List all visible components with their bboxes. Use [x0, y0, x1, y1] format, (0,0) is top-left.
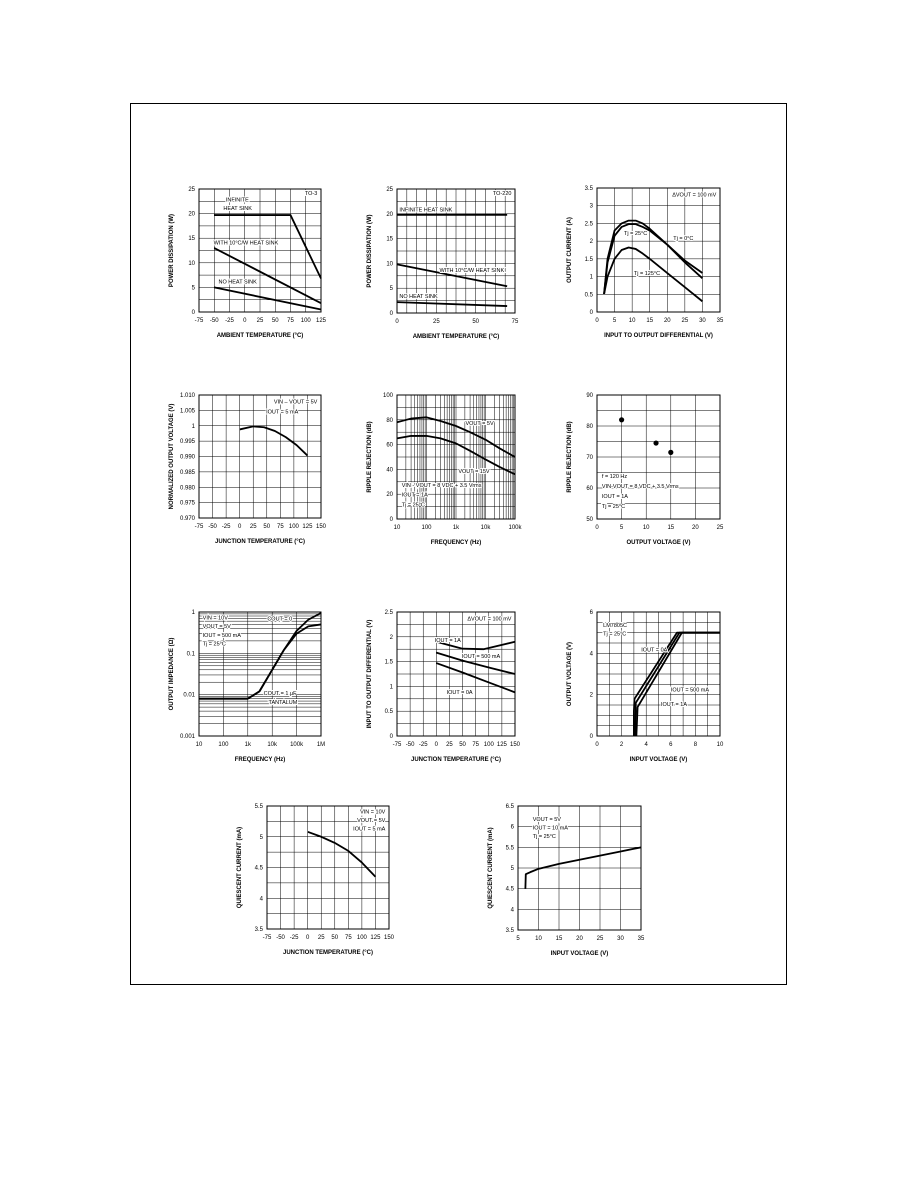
x-tick-label: 150 — [383, 935, 395, 941]
x-tick-label: 0 — [243, 318, 247, 324]
x-tick-label: -25 — [225, 318, 234, 324]
grid — [199, 395, 321, 518]
x-tick-label: 20 — [663, 318, 671, 324]
y-tick-label: 1 — [589, 274, 593, 281]
x-tick-label: 20 — [576, 936, 583, 942]
annotation: VIN = 10V — [202, 615, 228, 622]
x-tick-label: 25 — [249, 524, 257, 530]
x-tick-label: 100 — [356, 935, 367, 941]
annotation: IOUT = 500 mA — [202, 632, 241, 639]
series-line — [397, 302, 507, 306]
y-tick-label: 0.970 — [179, 516, 195, 522]
annotation: VOUT = 5V — [202, 624, 231, 631]
chart-c3 — [567, 186, 724, 339]
y-tick-label: 2 — [589, 692, 593, 699]
grid — [597, 395, 720, 519]
chart-c9 — [567, 610, 724, 763]
x-tick-label: -75 — [262, 935, 272, 941]
x-tick-label: 0 — [434, 742, 439, 748]
y-tick-label: 0.01 — [183, 692, 195, 699]
y-tick-label: 1 — [191, 610, 195, 616]
y-tick-label: 3 — [589, 203, 593, 210]
x-tick-label: 1k — [452, 525, 460, 531]
x-tick-label: 15 — [646, 318, 654, 324]
annotation: VIN = 10V — [360, 809, 386, 816]
y-tick-label: 5.5 — [505, 845, 514, 852]
y-tick-label: 0.975 — [179, 500, 195, 507]
x-tick-label: -75 — [194, 318, 204, 324]
annotation: VIN-VOUT = 8 VDC + 3.5 Vrms — [601, 484, 679, 490]
x-tick-label: 0 — [237, 524, 242, 530]
y-tick-label: 0.995 — [179, 439, 195, 446]
x-tick-label: -25 — [289, 935, 299, 941]
y-tick-label: 0.1 — [186, 651, 195, 658]
chart-c2 — [367, 187, 519, 340]
y-tick-label: 0 — [389, 311, 393, 317]
x-tick-label: 100 — [218, 742, 229, 748]
x-axis-label: FREQUENCY (Hz) — [234, 757, 286, 763]
x-tick-label: 0 — [595, 318, 599, 324]
annotation: VOUT = 15V — [458, 469, 490, 476]
y-tick-label: 5.5 — [254, 804, 263, 810]
y-tick-label: 3.5 — [254, 927, 263, 933]
annotation: Tj = 25°C — [532, 834, 556, 841]
annotation: Tj = 25°C — [624, 231, 648, 238]
x-axis-label: INPUT VOLTAGE (V) — [629, 757, 688, 763]
x-axis-label: INPUT VOLTAGE (V) — [550, 951, 609, 957]
annotation: WITH 10°C/W HEAT SINK — [439, 268, 505, 275]
annotation: NO HEAT SINK — [218, 279, 257, 286]
y-tick-label: 90 — [586, 393, 593, 399]
chart-c5 — [367, 393, 523, 546]
y-tick-label: 15 — [188, 236, 195, 243]
x-tick-label: 150 — [315, 524, 327, 530]
y-tick-label: 0 — [389, 734, 393, 740]
series-line — [214, 248, 321, 303]
y-tick-label: 0.980 — [179, 485, 195, 492]
grid — [267, 806, 389, 929]
x-tick-label: 50 — [459, 742, 466, 748]
annotation: IOUT = 500 mA — [461, 653, 501, 660]
y-tick-label: 60 — [586, 486, 593, 492]
y-tick-label: 20 — [188, 211, 195, 218]
x-tick-label: 125 — [315, 318, 327, 324]
x-tick-label: -25 — [418, 742, 428, 748]
x-tick-label: 0 — [395, 319, 399, 325]
annotation: INFINITE HEAT SINK — [399, 207, 453, 214]
y-tick-label: 100 — [382, 393, 393, 399]
x-tick-label: 15 — [555, 936, 563, 942]
y-axis-label: QUIESCENT CURRENT (mA) — [488, 827, 494, 909]
y-tick-label: 2 — [589, 239, 593, 246]
x-tick-label: 30 — [617, 936, 624, 942]
x-tick-label: 75 — [287, 318, 294, 324]
x-tick-label: 25 — [256, 318, 264, 324]
x-tick-label: 50 — [263, 524, 271, 530]
x-tick-label: 5 — [619, 525, 624, 531]
x-tick-label: -50 — [276, 935, 285, 941]
x-tick-label: 75 — [472, 742, 480, 748]
annotation: COUT = 1 μF — [263, 691, 297, 698]
y-tick-label: 20 — [386, 492, 393, 499]
x-axis-label: JUNCTION TEMPERATURE (°C) — [215, 539, 305, 545]
y-axis-label: NORMALIZED OUTPUT VOLTAGE (V) — [169, 403, 175, 510]
y-tick-label: 5 — [191, 285, 195, 292]
y-tick-label: 1 — [389, 684, 393, 691]
x-tick-label: -50 — [405, 742, 415, 748]
y-tick-label: 25 — [386, 187, 393, 193]
y-tick-label: 2.5 — [384, 610, 393, 616]
x-tick-label: -50 — [209, 318, 219, 324]
x-tick-label: 25 — [317, 935, 325, 941]
annotation: VOUT = 5V — [465, 420, 494, 427]
x-tick-label: -50 — [208, 524, 217, 530]
x-axis-label: JUNCTION TEMPERATURE (°C) — [283, 950, 373, 956]
y-tick-label: 1.5 — [584, 256, 593, 263]
grid — [397, 612, 515, 736]
x-tick-label: 10 — [716, 742, 724, 748]
annotation: VIN - VOUT = 8 VDC + 3.5 Vrms — [401, 482, 482, 489]
y-tick-label: 10 — [188, 260, 195, 267]
y-tick-label: 4 — [589, 651, 593, 658]
annotation: INFINITE — [225, 197, 249, 204]
performance-curves-figure — [131, 104, 786, 984]
x-tick-label: 10k — [267, 742, 278, 748]
series-line — [308, 832, 376, 877]
x-tick-label: 100k — [290, 742, 304, 748]
annotation: VOUT = 5V — [357, 817, 386, 824]
x-tick-label: 5 — [612, 318, 617, 324]
x-axis-label: AMBIENT TEMPERATURE (°C) — [412, 334, 500, 340]
x-tick-label: -75 — [194, 524, 204, 530]
y-tick-label: 40 — [386, 467, 393, 474]
y-tick-label: 60 — [386, 442, 393, 449]
annotation: IOUT = 0A — [446, 689, 473, 696]
y-tick-label: 0 — [389, 517, 393, 523]
x-tick-label: 100 — [300, 318, 311, 324]
x-tick-label: 100 — [421, 525, 432, 531]
y-tick-label: 2.5 — [584, 221, 593, 228]
x-tick-label: 10 — [628, 318, 636, 324]
chart-c10 — [237, 804, 395, 956]
grid — [597, 188, 720, 312]
y-tick-label: 70 — [586, 455, 593, 461]
y-tick-label: 5 — [510, 866, 514, 872]
annotation: WITH 10°C/W HEAT SINK — [213, 240, 279, 247]
annotation: LM7805C — [603, 622, 628, 629]
x-tick-label: 4 — [644, 742, 648, 748]
x-axis-label: OUTPUT VOLTAGE (V) — [626, 540, 691, 546]
data-point — [619, 417, 624, 422]
annotation: VIN – VOUT = 5V — [273, 399, 318, 406]
annotation: f = 120 Hz — [601, 474, 628, 481]
x-axis-label: INPUT TO OUTPUT DIFFERENTIAL (V) — [604, 333, 713, 339]
y-tick-label: 4 — [259, 896, 263, 903]
x-tick-label: 75 — [344, 935, 352, 941]
y-axis-label: RIPPLE REJECTION (dB) — [367, 421, 373, 493]
annotation: ΔVOUT = 100 mV — [672, 192, 717, 199]
y-axis-label: OUTPUT IMPEDANCE (Ω) — [169, 637, 175, 711]
x-tick-label: 100 — [483, 742, 494, 748]
x-tick-label: 10k — [480, 525, 491, 531]
annotation: TO-3 — [304, 191, 318, 198]
annotation: COUT = 0 — [267, 616, 293, 623]
annotation: IOUT = 0A — [641, 647, 668, 654]
y-axis-label: POWER DISSIPATION (W) — [169, 213, 175, 288]
x-tick-label: 1k — [244, 742, 251, 748]
x-tick-label: 25 — [596, 936, 604, 942]
x-tick-label: 0 — [305, 935, 310, 941]
annotation: IOUT = 500 mA — [670, 687, 710, 694]
x-tick-label: 100k — [508, 525, 522, 531]
y-tick-label: 15 — [386, 236, 393, 243]
chart-c8 — [367, 610, 521, 763]
x-tick-label: 10 — [195, 742, 203, 748]
figure-frame — [130, 103, 787, 985]
x-tick-label: 35 — [637, 936, 645, 942]
y-tick-label: 3.5 — [505, 928, 514, 934]
y-tick-label: 1 — [191, 423, 195, 430]
chart-c6 — [567, 393, 724, 546]
annotation: IOUT = 10 mA — [532, 825, 568, 832]
chart-c4 — [169, 393, 327, 545]
x-tick-label: 8 — [693, 742, 698, 748]
x-tick-label: 35 — [716, 318, 724, 324]
y-tick-label: 25 — [188, 187, 195, 193]
chart-c11 — [488, 804, 645, 957]
data-point — [668, 450, 673, 455]
y-tick-label: 6.5 — [505, 804, 514, 810]
annotation: Tj = 25°C — [601, 503, 626, 510]
x-tick-label: 10 — [535, 936, 542, 942]
x-tick-label: 25 — [716, 525, 724, 531]
x-tick-label: 25 — [432, 319, 440, 325]
y-axis-label: QUIESCENT CURRENT (mA) — [237, 826, 243, 909]
annotation: NO HEAT SINK — [399, 294, 438, 301]
x-tick-label: 10 — [642, 525, 650, 531]
chart-c1 — [169, 187, 327, 339]
y-axis-label: INPUT TO OUTPUT DIFFERENTIAL (V) — [367, 619, 373, 729]
x-axis-label: FREQUENCY (Hz) — [430, 540, 482, 546]
x-tick-label: -25 — [221, 524, 231, 530]
annotation: Tj = 25°C — [401, 502, 425, 509]
x-tick-label: 75 — [276, 524, 284, 530]
series-line — [214, 287, 321, 309]
y-tick-label: 80 — [386, 417, 393, 424]
x-tick-label: 100 — [288, 524, 299, 530]
annotation: Tj = 125°C — [633, 270, 661, 277]
y-tick-label: 4.5 — [254, 865, 263, 872]
x-tick-label: 2 — [619, 742, 624, 748]
y-tick-label: 3.5 — [584, 186, 593, 192]
y-axis-label: POWER DISSIPATION (W) — [367, 214, 373, 288]
x-tick-label: 20 — [692, 525, 699, 531]
annotation: VOUT = 5V — [532, 816, 561, 823]
plot-border — [597, 188, 720, 312]
annotation: TO-220 — [492, 191, 512, 198]
x-tick-label: 10 — [393, 525, 401, 531]
y-tick-label: 5 — [259, 834, 263, 841]
y-tick-label: 0.5 — [584, 292, 593, 299]
x-tick-label: 50 — [331, 935, 339, 941]
x-tick-label: 6 — [669, 742, 673, 748]
y-tick-label: 4 — [510, 907, 514, 914]
x-tick-label: 1M — [316, 742, 326, 748]
y-tick-label: 0.001 — [179, 734, 195, 740]
y-tick-label: 2 — [389, 634, 393, 641]
y-tick-label: 0 — [589, 310, 593, 316]
annotation: HEAT SINK — [223, 205, 252, 212]
y-tick-label: 1.005 — [179, 408, 195, 415]
x-tick-label: -75 — [392, 742, 402, 748]
y-axis-label: OUTPUT CURRENT (A) — [567, 217, 573, 283]
y-tick-label: 0.990 — [179, 454, 195, 461]
chart-c7 — [169, 610, 325, 763]
y-tick-label: 6 — [589, 610, 593, 616]
y-tick-label: 5 — [389, 286, 393, 293]
x-axis-label: JUNCTION TEMPERATURE (°C) — [411, 757, 501, 763]
annotation: ΔVOUT = 100 mV — [467, 616, 512, 623]
x-tick-label: 50 — [472, 319, 480, 325]
x-tick-label: 5 — [516, 936, 520, 942]
y-tick-label: 1.010 — [179, 393, 195, 399]
y-tick-label: 0 — [589, 734, 593, 740]
annotation: IOUT = 1A — [434, 637, 461, 644]
annotation: IOUT = 5 mA — [266, 409, 299, 416]
x-tick-label: 75 — [511, 319, 519, 325]
annotation: IOUT = 1A — [660, 702, 688, 709]
data-point — [653, 440, 658, 445]
annotation: IOUT = 1A — [401, 492, 428, 499]
x-axis-label: AMBIENT TEMPERATURE (°C) — [216, 333, 304, 339]
annotation: Tj = 25°C — [603, 631, 627, 638]
x-tick-label: 0 — [595, 525, 599, 531]
y-tick-label: 20 — [386, 211, 393, 218]
series-line — [604, 224, 702, 294]
y-tick-label: 0.5 — [384, 709, 393, 716]
annotation: IOUT = 1A — [601, 493, 628, 500]
y-axis-label: OUTPUT VOLTAGE (V) — [567, 641, 573, 707]
x-tick-label: 125 — [370, 935, 381, 941]
y-tick-label: 1.5 — [384, 659, 393, 666]
y-tick-label: 80 — [586, 424, 593, 430]
series-line — [214, 215, 321, 278]
annotation: Tj = 25°C — [202, 641, 226, 648]
x-tick-label: 150 — [509, 742, 521, 748]
x-tick-label: 15 — [667, 525, 675, 531]
y-axis-label: RIPPLE REJECTION (dB) — [567, 421, 573, 493]
annotation: Tj = 0°C — [673, 236, 694, 243]
x-tick-label: 125 — [302, 524, 313, 530]
x-tick-label: 30 — [699, 318, 706, 324]
x-tick-label: 25 — [446, 742, 453, 748]
annotation: IOUT = 5 mA — [353, 826, 386, 833]
x-tick-label: 50 — [271, 318, 279, 324]
y-tick-label: 10 — [386, 261, 393, 268]
y-tick-label: 50 — [586, 517, 593, 523]
grid — [397, 395, 515, 519]
x-tick-label: 0 — [595, 742, 599, 748]
x-tick-label: 125 — [496, 742, 507, 748]
y-tick-label: 0.985 — [179, 469, 195, 476]
y-tick-label: 6 — [510, 824, 514, 831]
y-tick-label: 0 — [191, 310, 195, 316]
y-tick-label: 4.5 — [505, 886, 514, 893]
x-tick-label: 25 — [681, 318, 689, 324]
annotation: TANTALUM — [268, 699, 298, 706]
